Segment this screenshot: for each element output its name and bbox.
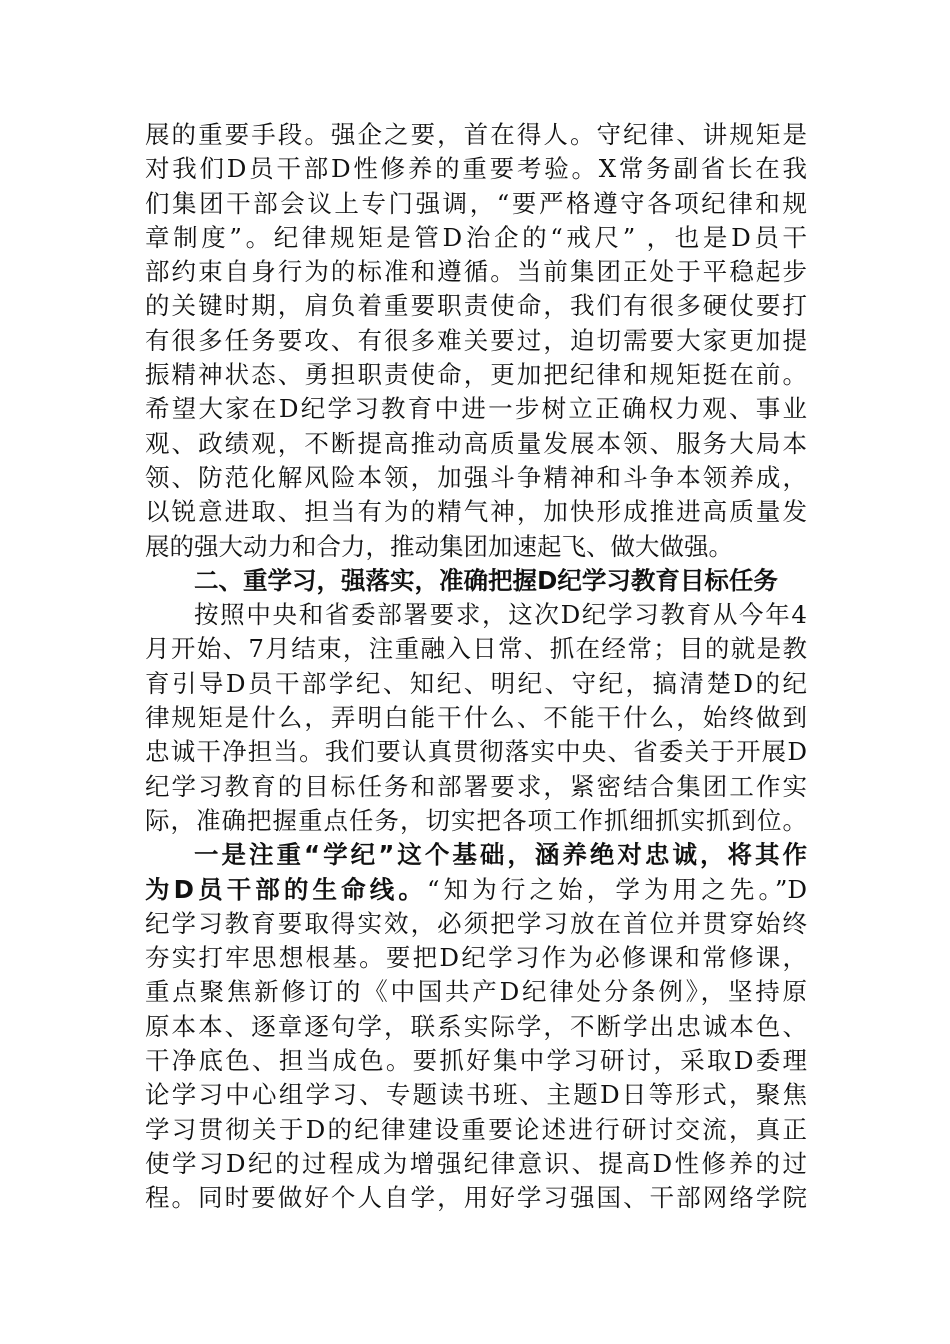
body-text: 有很多任务要攻、有很多难关要过，迫切需要大家更加提 xyxy=(145,325,807,355)
bold-text: 二、重学习，强落实，准确把握D纪学习教育目标任务 xyxy=(194,565,778,595)
body-text: 观、政绩观，不断提高推动高质量发展本领、服务大局本 xyxy=(145,428,807,458)
paragraph-line xyxy=(145,598,807,632)
paragraph-line xyxy=(145,358,807,392)
body-text: 忠诚干净担当。我们要认真贯彻落实中央、省委关于开展D xyxy=(145,737,807,767)
paragraph-line xyxy=(145,221,807,255)
paragraph-line xyxy=(145,1078,807,1112)
body-text: 夯实打牢思想根基。要把D纪学习作为必修课和常修课， xyxy=(145,943,807,973)
body-text: 希望大家在D纪学习教育中进一步树立正确权力观、事业 xyxy=(145,394,807,424)
body-text: 纪学习教育要取得实效，必须把学习放在首位并贯穿始终 xyxy=(145,908,807,938)
paragraph-line xyxy=(145,392,807,426)
paragraph-line xyxy=(145,118,807,152)
body-text: 的关键时期，肩负着重要职责使命，我们有很多硬仗要打 xyxy=(145,291,807,321)
paragraph-line xyxy=(145,632,807,666)
paragraph-line xyxy=(145,975,807,1009)
document-body xyxy=(145,118,807,1216)
body-text: 论学习中心组学习、专题读书班、主题D日等形式，聚焦 xyxy=(145,1080,807,1110)
paragraph-line xyxy=(145,324,807,358)
body-text: 学习贯彻关于D的纪律建设重要论述进行研讨交流，真正 xyxy=(145,1114,807,1144)
paragraph-line xyxy=(145,1147,807,1181)
paragraph-line xyxy=(145,152,807,186)
paragraph-line xyxy=(145,907,807,941)
paragraph-line xyxy=(145,289,807,323)
body-text: 重点聚焦新修订的《中国共产D纪律处分条例》，坚持原 xyxy=(145,977,807,1007)
body-text: 使学习D纪的过程成为增强纪律意识、提高D性修养的过 xyxy=(145,1148,807,1178)
paragraph-line xyxy=(145,941,807,975)
paragraph-line xyxy=(145,1044,807,1078)
body-text: 程。同时要做好个人自学，用好学习强国、干部网络学院 xyxy=(145,1183,807,1213)
paragraph-line xyxy=(145,667,807,701)
paragraph-line xyxy=(145,701,807,735)
body-text: 章制度”。纪律规矩是管D治企的“戒尺” ，也是D员干 xyxy=(145,222,807,252)
body-text: 际，准确把握重点任务，切实把各项工作抓细抓实抓到位。 xyxy=(145,805,807,835)
body-text: 部约束自身行为的标准和遵循。当前集团正处于平稳起步 xyxy=(145,257,807,287)
paragraph-line xyxy=(145,735,807,769)
body-text: 干净底色、担当成色。要抓好集中学习研讨，采取D委理 xyxy=(145,1046,807,1076)
paragraph-line xyxy=(145,495,807,529)
paragraph-line xyxy=(145,770,807,804)
paragraph-line xyxy=(145,804,807,838)
body-text: 展的重要手段。强企之要，首在得人。守纪律、讲规矩是 xyxy=(145,120,807,149)
body-text: 纪学习教育的目标任务和部署要求，紧密结合集团工作实 xyxy=(145,771,807,801)
paragraph-line xyxy=(145,461,807,495)
body-text: 按照中央和省委部署要求，这次D纪学习教育从今年4 xyxy=(194,600,807,630)
bold-text: 一是注重“学纪”这个基础，涵养绝对忠诚，将其作 xyxy=(194,840,807,870)
heading-line xyxy=(145,564,807,598)
paragraph-line xyxy=(145,530,807,564)
heading-line xyxy=(145,838,807,872)
body-text: “知为行之始，学为用之先。”D xyxy=(427,874,807,904)
body-text: 育引导D员干部学纪、知纪、明纪、守纪，搞清楚D的纪 xyxy=(145,668,807,698)
body-text: 们集团干部会议上专门强调，“要严格遵守各项纪律和规 xyxy=(145,188,807,218)
paragraph-line xyxy=(145,1113,807,1147)
body-text: 律规矩是什么，弄明白能干什么、不能干什么，始终做到 xyxy=(145,703,807,733)
paragraph-line xyxy=(145,255,807,289)
body-text: 原本本、逐章逐句学，联系实际学，不断学出忠诚本色、 xyxy=(145,1011,807,1041)
paragraph-line xyxy=(145,1010,807,1044)
body-text: 对我们D员干部D性修养的重要考验。X常务副省长在我 xyxy=(145,154,807,184)
body-text: 领、防范化解风险本领，加强斗争精神和斗争本领养成， xyxy=(145,462,807,492)
bold-text: 为D员干部的生命线。 xyxy=(145,874,428,904)
body-text: 月开始、7月结束，注重融入日常、抓在经常；目的就是教 xyxy=(145,634,807,664)
body-text: 振精神状态、勇担职责使命，更加把纪律和规矩挺在前。 xyxy=(145,360,807,390)
heading-line xyxy=(145,873,807,907)
body-text: 以锐意进取、担当有为的精气神，加快形成推进高质量发 xyxy=(145,497,807,527)
paragraph-line xyxy=(145,1181,807,1215)
paragraph-line xyxy=(145,187,807,221)
body-text: 展的强大动力和合力，推动集团加速起飞、做大做强。 xyxy=(145,531,733,561)
paragraph-line xyxy=(145,427,807,461)
